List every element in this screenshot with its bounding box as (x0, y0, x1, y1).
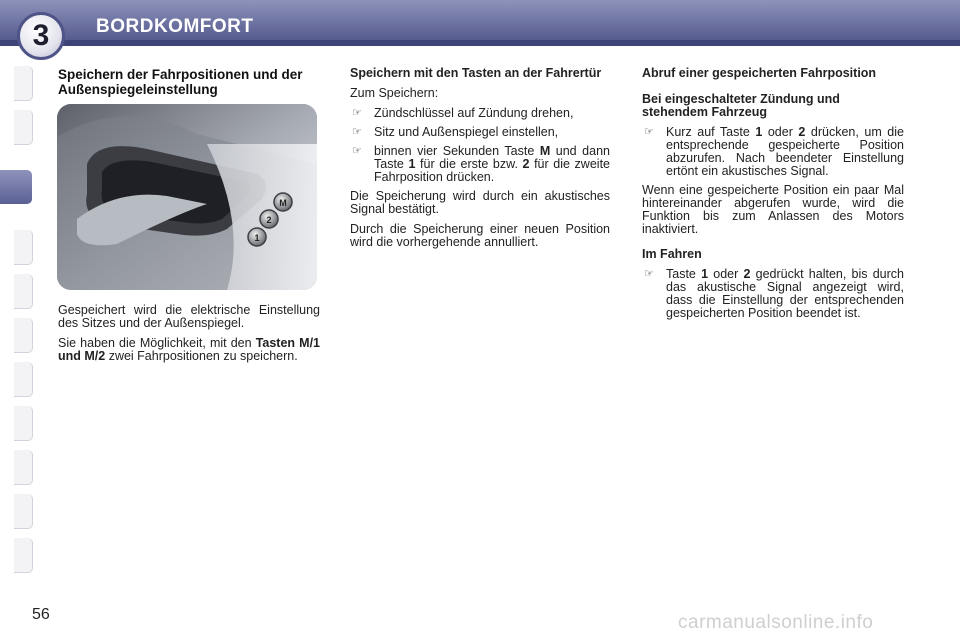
chapter-tab[interactable] (14, 110, 33, 145)
pointing-hand-icon: ☞ (644, 268, 654, 280)
list-item: ☞ Zündschlüssel auf Zündung drehen, (352, 106, 574, 120)
paragraph: Sie haben die Möglichkeit, mit den Tasten M/1 und M/2 zwei Fahrpositionen zu speichern. (58, 336, 320, 363)
door-handle-image (57, 104, 317, 290)
chapter-tab-strip (0, 66, 34, 576)
watermark: carmanualsonline.info (678, 612, 874, 633)
chapter-tab-active[interactable] (0, 170, 32, 204)
header-band (0, 40, 960, 46)
chapter-tab[interactable] (14, 230, 33, 265)
section-heading: Speichern mit den Tasten an der Fahrertür (350, 66, 602, 80)
chapter-tab[interactable] (14, 538, 33, 573)
paragraph: Wenn eine gespeicherte Position ein paar Mal hintereinander abgerufen wurde, wird die Funktion bis zum Anlassen des Motors inaktiviert. (642, 183, 904, 236)
chapter-tab[interactable] (14, 318, 33, 353)
chapter-number-badge: 3 (17, 12, 65, 60)
sub-heading: Im Fahren (642, 247, 702, 261)
chapter-tab[interactable] (14, 274, 33, 309)
list-item: ☞ Sitz und Außenspiegel einstellen, (352, 125, 559, 139)
chapter-tab[interactable] (14, 362, 33, 397)
door-panel-photo (57, 104, 317, 290)
chapter-tab[interactable] (14, 494, 33, 529)
list-item: ☞ Kurz auf Taste 1 oder 2 drücken, um die entsprechende gespeicherte Position abzurufen. Nach beendeter Einstellung ertönt ein akustisches Signal. (644, 125, 904, 178)
pointing-hand-icon: ☞ (644, 126, 654, 138)
column-left (58, 67, 320, 97)
list-item: ☞ Taste 1 oder 2 gedrückt halten, bis durch das akustische Signal angezeigt wird, dass die Einstellung der entsprechenden gespeicherten Position beendet ist. (644, 267, 904, 320)
list-item: ☞ binnen vier Sekunden Taste M und dann Taste 1 für die erste bzw. 2 für die zweite Fahrposition drücken. (352, 144, 610, 184)
pointing-hand-icon: ☞ (352, 126, 362, 138)
page-number: 56 (32, 606, 50, 623)
sub-heading: Bei eingeschalteter Zündung und stehendem Fahrzeug (642, 92, 840, 119)
chapter-tab[interactable] (14, 450, 33, 485)
paragraph: Zum Speichern: (350, 86, 439, 100)
paragraph: Die Speicherung wird durch ein akustisches Signal bestätigt. (350, 189, 610, 216)
column-middle (350, 67, 610, 256)
section-heading: Abruf einer gespeicherten Fahrposition (642, 66, 877, 80)
pointing-hand-icon: ☞ (352, 107, 362, 119)
column-left-text (58, 304, 320, 370)
column-right (642, 67, 904, 326)
chapter-tab[interactable] (14, 66, 33, 101)
pointing-hand-icon: ☞ (352, 145, 362, 157)
paragraph: Gespeichert wird die elektrische Einstellung des Sitzes und der Außenspiegel. (58, 303, 320, 330)
chapter-tab[interactable] (14, 406, 33, 441)
chapter-title: BORDKOMFORT (96, 16, 254, 37)
paragraph: Durch die Speicherung einer neuen Position wird die vorhergehende annulliert. (350, 222, 610, 249)
memory-button-m: M (279, 198, 287, 208)
memory-button-2: 2 (266, 215, 272, 225)
section-heading: Speichern der Fahrpositionen und der Außenspiegeleinstellung (58, 67, 303, 97)
memory-button-1: 1 (254, 233, 260, 243)
